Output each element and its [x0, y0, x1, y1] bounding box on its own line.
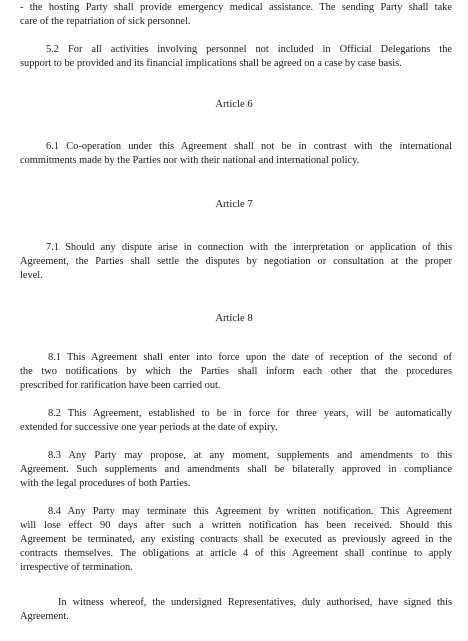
paragraph-8-3-line-2: Agreement. Such supplements and amendments shall be bilaterally approved in compliance: [20, 464, 452, 475]
paragraph-intro-line-1: - the hosting Party shall provide emergency medical assistance. The sending Party shall take: [20, 2, 452, 13]
heading-article-6: Article 6: [215, 99, 253, 110]
paragraph-8-1-line-3: prescribed for ratification have been carried out.: [20, 380, 221, 391]
paragraph-8-4-line-3: Agreement be terminated, any existing contracts shall be executed as previously agreed in the: [20, 534, 452, 545]
paragraph-8-1-line-2: the two notifications by which the Parties shall inform each other that the procedures: [20, 366, 452, 377]
paragraph-8-2-line-2: extended for successive one year periods at the date of expiry.: [20, 422, 278, 433]
paragraph-7-1-line-3: level.: [20, 270, 43, 281]
paragraph-8-3-line-3: with the legal procedures of both Parties.: [20, 478, 191, 489]
paragraph-7-1-line-2: Agreement, the Parties shall settle the disputes by negotiation or consultation at the proper: [20, 256, 452, 267]
paragraph-6-1-line-1: 6.1 Co-operation under this Agreement shall not be in contrast with the international: [46, 141, 452, 152]
paragraph-witness-line-1: In witness whereof, the undersigned Representatives, duly authorised, have signed this: [58, 597, 452, 608]
paragraph-7-1-line-1: 7.1 Should any dispute arise in connection with the interpretation or application of this: [46, 242, 452, 253]
paragraph-8-3-line-1: 8.3 Any Party may propose, at any moment, supplements and amendments to this: [48, 450, 452, 461]
paragraph-6-1-line-2: commitments made by the Parties nor with their national and international policy.: [20, 155, 360, 166]
paragraph-5-2-line-1: 5.2 For all activities involving personnel not included in Official Delegations the: [46, 44, 452, 55]
paragraph-8-4-line-5: irrespective of termination.: [20, 562, 133, 573]
paragraph-5-2-line-2: support to be provided and its financial implications shall be agreed on a case by case basis.: [20, 58, 402, 69]
heading-article-8: Article 8: [215, 313, 253, 324]
paragraph-8-1-line-1: 8.1 This Agreement shall enter into force upon the date of reception of the second of: [48, 352, 452, 363]
paragraph-8-4-line-1: 8.4 Any Party may terminate this Agreement by written notification. This Agreement: [48, 506, 452, 517]
paragraph-witness-line-2: Agreement.: [20, 611, 69, 622]
paragraph-8-4-line-4: contracts themselves. The obligations at article 4 of this Agreement shall continue to apply: [20, 548, 452, 559]
heading-article-7: Article 7: [215, 199, 253, 210]
paragraph-8-4-line-2: will lose effect 90 days after such a written notification has been received. Should this: [20, 520, 452, 531]
paragraph-intro-line-2: care of the repatriation of sick personnel.: [20, 16, 191, 27]
paragraph-8-2-line-1: 8.2 This Agreement, established to be in force for three years, will be automatically: [48, 408, 452, 419]
